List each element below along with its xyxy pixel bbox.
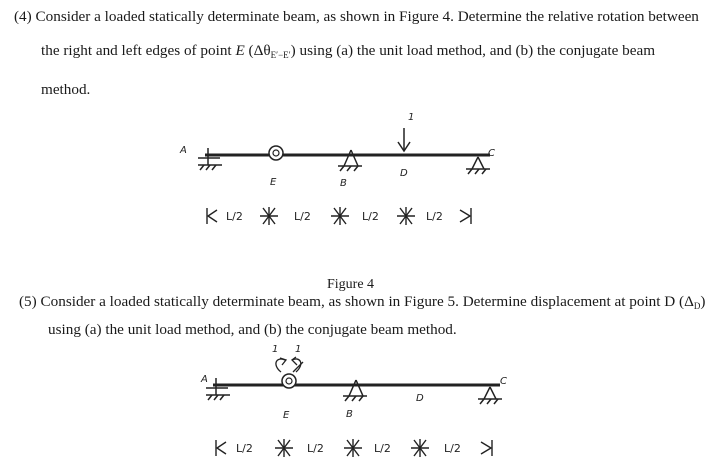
support-a-icon	[198, 148, 222, 170]
support-a5-icon	[206, 378, 230, 400]
load-arrow-icon	[398, 128, 410, 151]
point-e-symbol: E	[235, 42, 245, 59]
hinge-e5-icon	[282, 374, 296, 388]
label-a: A	[180, 145, 187, 156]
label-e5: E	[283, 410, 290, 421]
figure-4-caption: Figure 4	[327, 277, 375, 292]
label-c5: C	[500, 376, 507, 387]
support-b5-icon	[343, 380, 367, 401]
label-e: E	[270, 177, 277, 188]
support-b-icon	[338, 150, 362, 171]
support-c5-icon	[478, 387, 502, 404]
dim-5-2: L/2	[307, 442, 324, 455]
label-b5: B	[346, 409, 353, 420]
delta-theta-subscript: E′−E′	[270, 50, 291, 60]
label-d: D	[400, 168, 408, 179]
dim-5-3: L/2	[374, 442, 391, 455]
problem4-line2-end: using (a) the unit load method, and (b) the conjugate beam	[295, 42, 656, 59]
problem4-line3: method.	[41, 81, 91, 98]
problem4-line1: (4) Consider a loaded statically determinate beam, as shown in Figure 4. Determine the relative rotation between	[14, 8, 699, 25]
problem5-subscript: D	[693, 301, 701, 311]
label-d5: D	[416, 393, 424, 404]
moment-arrows-icon	[276, 357, 303, 372]
moment-label-2: 1	[295, 344, 302, 355]
dim-4-4: L/2	[426, 210, 443, 223]
problem5-line1	[19, 292, 705, 316]
paren-close: )	[290, 42, 296, 59]
load-label: 1	[408, 112, 415, 123]
dim-5-1: L/2	[236, 442, 253, 455]
label-b: B	[340, 178, 347, 189]
support-c-icon	[466, 157, 490, 174]
dim-4-3: L/2	[362, 210, 379, 223]
dim-4-1: L/2	[226, 210, 243, 223]
dim-5-4: L/2	[444, 442, 461, 455]
moment-label-1: 1	[272, 344, 279, 355]
problem5-line1-text: (5) Consider a loaded statically determinate beam, as shown in Figure 5. Determine displacement at point D (Δ	[19, 293, 694, 310]
dim-4-2: L/2	[294, 210, 311, 223]
label-c: C	[488, 148, 495, 159]
delta-theta-symbol: (Δθ	[244, 42, 271, 59]
problem5-line2: using (a) the unit load method, and (b) the conjugate beam method.	[48, 321, 457, 338]
label-a5: A	[201, 374, 208, 385]
problem5-line1-end: )	[700, 293, 705, 310]
hinge-e-icon	[269, 146, 283, 160]
problem4-line2-start: the right and left edges of point	[41, 42, 236, 59]
